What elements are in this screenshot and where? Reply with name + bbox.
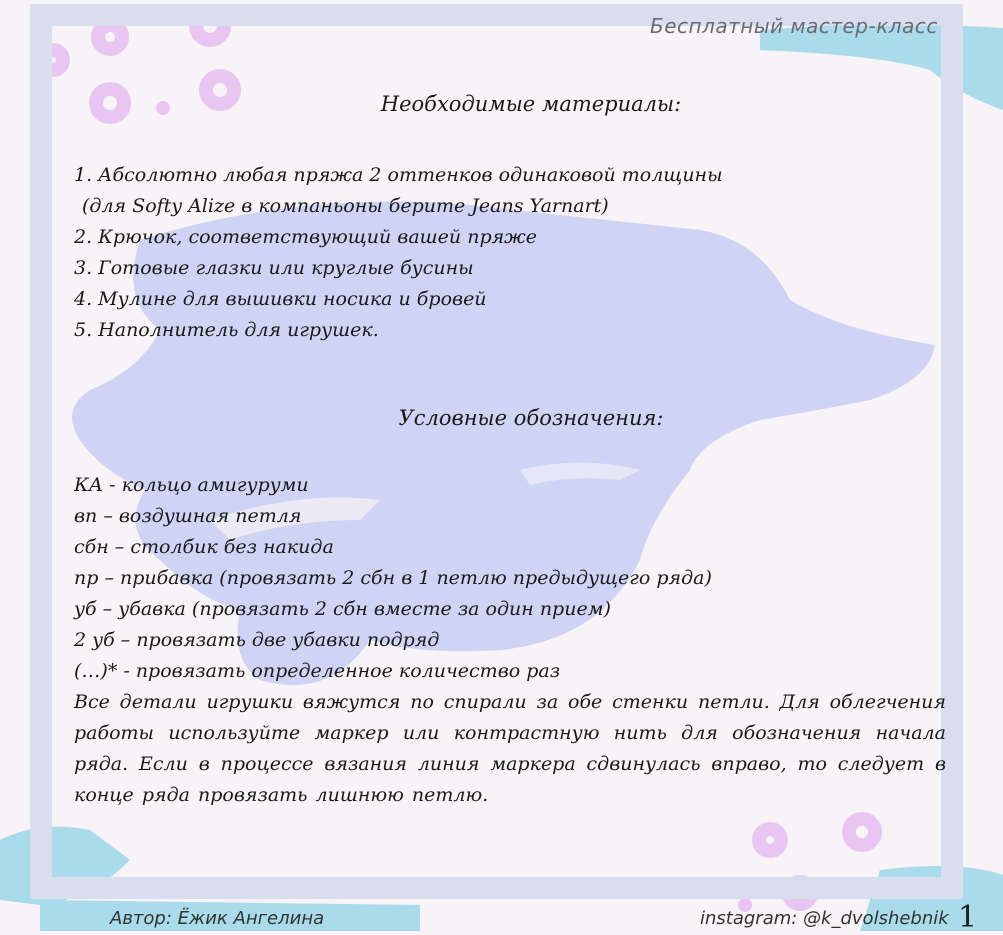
page-number: 1 bbox=[958, 900, 978, 935]
legend-list bbox=[74, 470, 950, 687]
list-item: 2 уб – провязать две убавки подряд bbox=[74, 629, 440, 651]
list-item: 4. Мулине для вышивки носика и бровей bbox=[74, 288, 487, 310]
legend-title: Условные обозначения: bbox=[398, 406, 664, 430]
list-item: вп – воздушная петля bbox=[74, 505, 302, 527]
instructions-paragraph: Все детали игрушки вяжутся по спирали за обе стенки петли. Для облегчения работы используйте маркер или контрастную нить для обозначения начала ряда. Если в процессе вязания линия маркера сдвинулась вправо, то следует в конце ряда провязать лишнюю петлю. bbox=[74, 691, 946, 806]
list-item: 1. Абсолютно любая пряжа 2 оттенков одинаковой толщины bbox=[74, 164, 723, 186]
materials-list bbox=[74, 160, 950, 346]
list-item: пр – прибавка (провязать 2 сбн в 1 петлю предыдущего ряда) bbox=[74, 567, 712, 589]
list-item: сбн – столбик без накида bbox=[74, 536, 334, 558]
materials-title: Необходимые материалы: bbox=[380, 92, 682, 116]
author-credit: Автор: Ёжик Ангелина bbox=[110, 908, 325, 929]
list-item: уб – убавка (провязать 2 сбн вместе за один прием) bbox=[74, 598, 611, 620]
list-item: 5. Наполнитель для игрушек. bbox=[74, 319, 379, 341]
main-content bbox=[74, 92, 950, 811]
list-item: (для Softy Alize в компаньоны берите Jeans Yarnart) bbox=[82, 195, 609, 217]
header-tagline: Бесплатный мастер-класс bbox=[650, 14, 938, 38]
list-item: (…)* - провязать определенное количество раз bbox=[74, 660, 561, 682]
list-item: 2. Крючок, соответствующий вашей пряже bbox=[74, 226, 538, 248]
list-item: 3. Готовые глазки или круглые бусины bbox=[74, 257, 474, 279]
instagram-handle: instagram: @k_dvolshebnik bbox=[700, 908, 949, 929]
list-item: КА - кольцо амигуруми bbox=[74, 474, 309, 496]
